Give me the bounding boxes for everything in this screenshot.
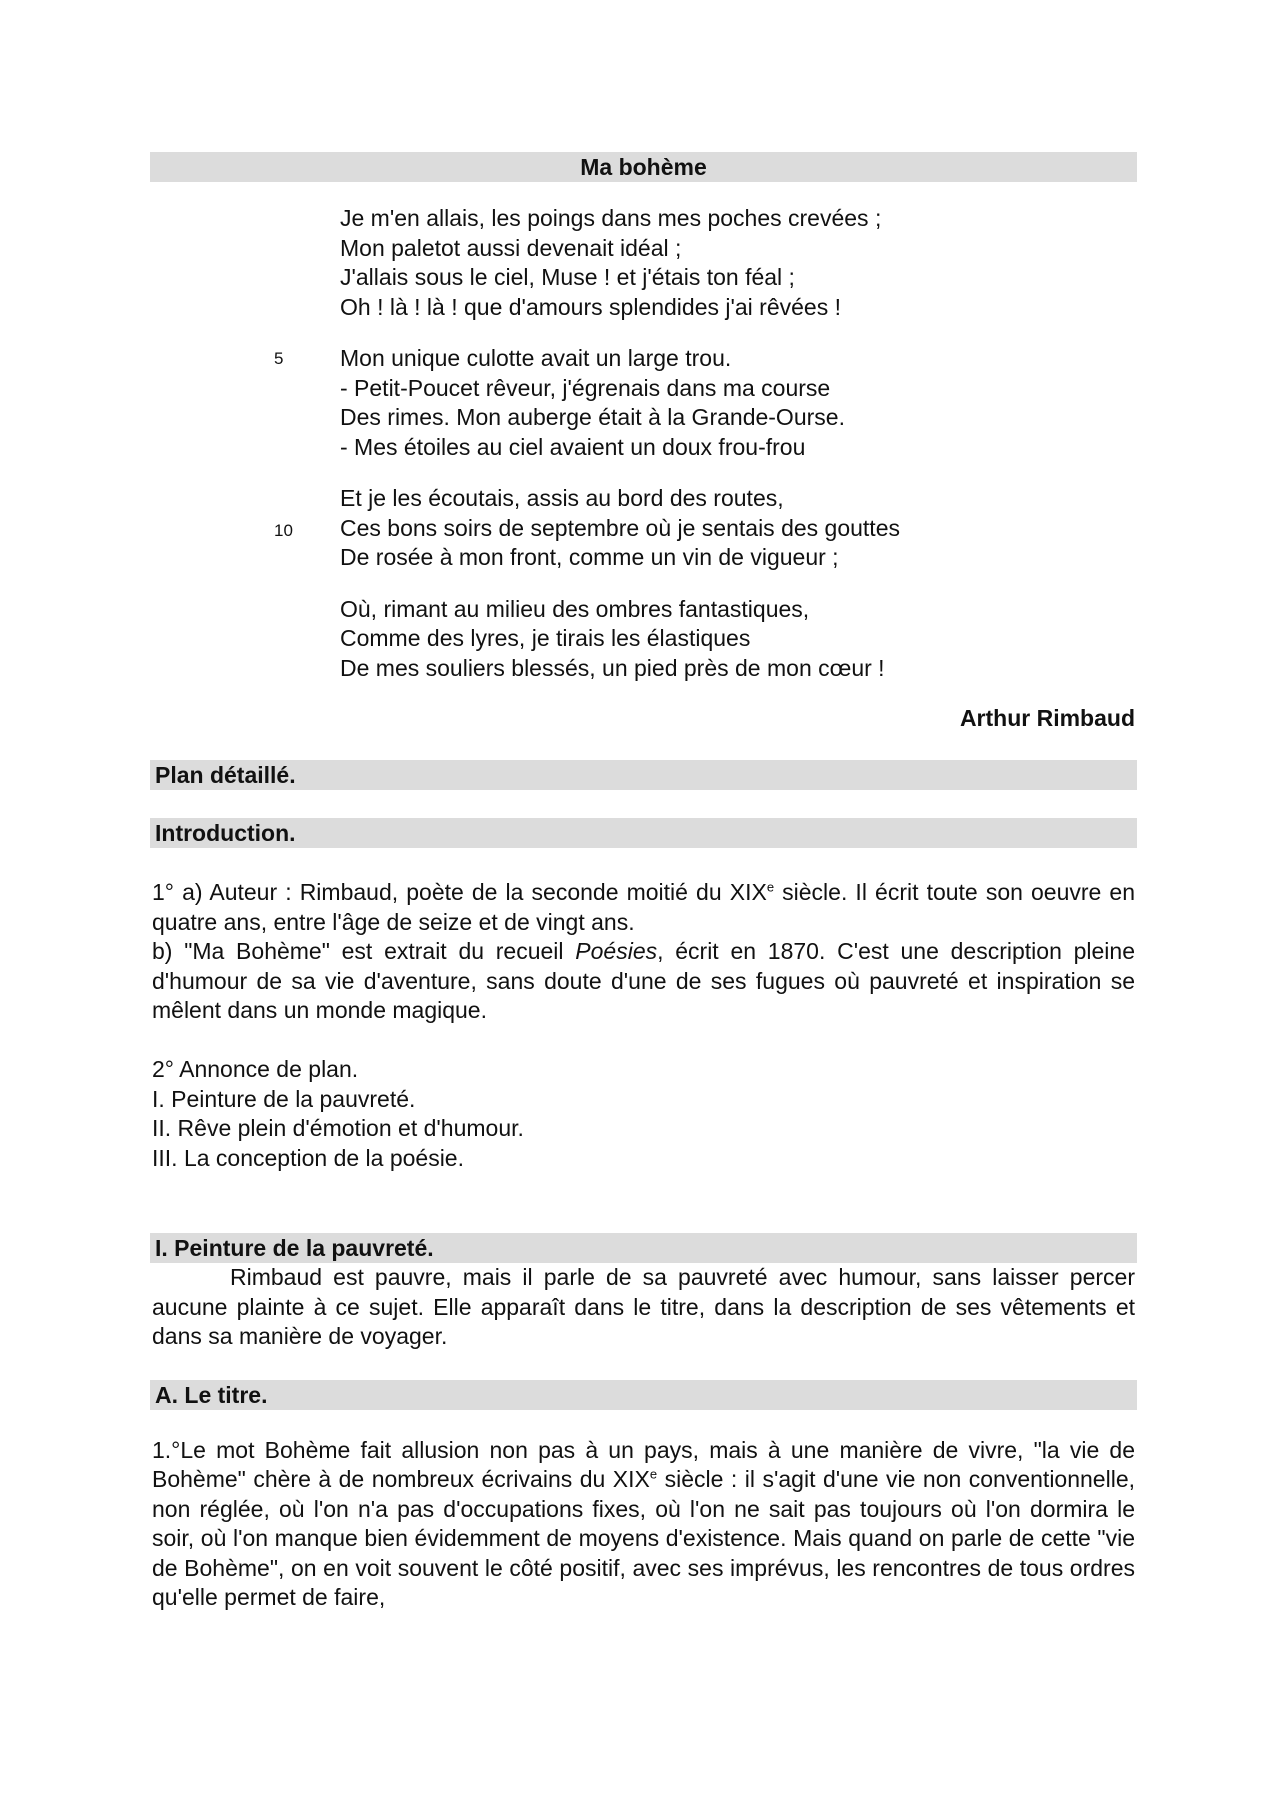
poem-author: Arthur Rimbaud [959,705,1135,731]
verse: - Mes étoiles au ciel avaient un doux frou-frou [340,433,806,460]
introduction-heading: Introduction. [150,818,1137,848]
verse: De mes souliers blessés, un pied près de mon cœur ! [340,654,885,681]
superscript: e [766,879,775,895]
work-title: Poésies [575,938,658,964]
verse: Je m'en allais, les poings dans mes poches crevées ; [340,205,882,231]
poem-title: Ma bohème [150,152,1137,182]
stanza-1 [340,204,1137,322]
introduction-text [150,878,1137,1173]
stanza-4 [340,595,1137,684]
text-run: , écrit en 1870. C'est une description pleine d'humour de sa vie d'aventure, sans doute d'une de ses fugues où pauvreté et inspiration se mêlent dans un monde magique. [152,938,1135,1023]
superscript: e [649,1466,658,1482]
stanza-3 [274,484,1137,573]
intro-author-paragraph [152,878,1135,937]
poem-body [274,204,1137,683]
intro-work-paragraph [152,937,1135,1026]
verse: De rosée à mon front, comme un vin de vigueur ; [340,544,839,570]
verse: Oh ! là ! là ! que d'amours splendides j'ai rêvées ! [340,293,841,320]
announce-title: 2° Annonce de plan. [152,1056,359,1082]
part-1-paragraph: Rimbaud est pauvre, mais il parle de sa pauvreté avec humour, sans laisser percer aucune plainte à ce sujet. Elle apparaît dans le titre, dans la description de ses vêtements et dans sa manière de voyager. [152,1264,1135,1349]
part-1-intro [150,1263,1137,1352]
line-number-10: 10 [274,521,293,540]
plan-heading: Plan détaillé. [150,760,1137,790]
part-1-heading: I. Peinture de la pauvreté. [150,1233,1137,1263]
line-number-5: 5 [274,349,284,368]
stanza-2 [274,344,1137,462]
verse: J'allais sous le ciel, Muse ! et j'étais ton féal ; [340,264,795,290]
text-run: 1.°Le mot Bohème fait allusion non pas à un pays, mais à une manière de vivre, "la vie de Bohème" chère à de nombreux écrivains du XIX [152,1436,1135,1492]
verse: Des rimes. Mon auberge était à la Grande-Ourse. [340,404,845,430]
document-page [150,152,1137,1613]
verse: - Petit-Poucet rêveur, j'égrenais dans ma course [340,374,831,401]
verse: Comme des lyres, je tirais les élastiques [340,625,751,651]
verse: Mon paletot aussi devenait idéal ; [340,234,682,261]
sub-a-paragraph [152,1436,1135,1613]
text-run: siècle : il s'agit d'une vie non conventionnelle, non réglée, où l'on n'a pas d'occupations fixes, où l'on ne sait pas toujours où l'on dormira le soir, où l'on manque bien évidemment de moyens d'existence. Mais quand on parle de cette "vie de Bohème", on en voit souvent le côté positif, avec ses imprévus, les rencontres de tous ordres qu'elle permet de faire, [152,1466,1136,1610]
announce-item: III. La conception de la poésie. [152,1144,464,1171]
verse: Et je les écoutais, assis au bord des routes, [340,485,784,511]
verse: Mon unique culotte avait un large trou. [340,345,732,371]
verse: Ces bons soirs de septembre où je sentais des gouttes [340,514,900,541]
sub-a-heading: A. Le titre. [150,1380,1137,1410]
announce-item: II. Rêve plein d'émotion et d'humour. [152,1115,524,1141]
verse: Où, rimant au milieu des ombres fantastiques, [340,595,810,622]
announce-item: I. Peinture de la pauvreté. [152,1085,416,1112]
sub-a-text [150,1436,1137,1613]
text-run: b) "Ma Bohème" est extrait du recueil [152,938,576,964]
text-run: 1° a) Auteur : Rimbaud, poète de la seconde moitié du XIX [152,879,767,905]
text-run: siècle. Il écrit toute son oeuvre en quatre ans, entre l'âge de seize et de vingt ans. [152,879,1135,935]
